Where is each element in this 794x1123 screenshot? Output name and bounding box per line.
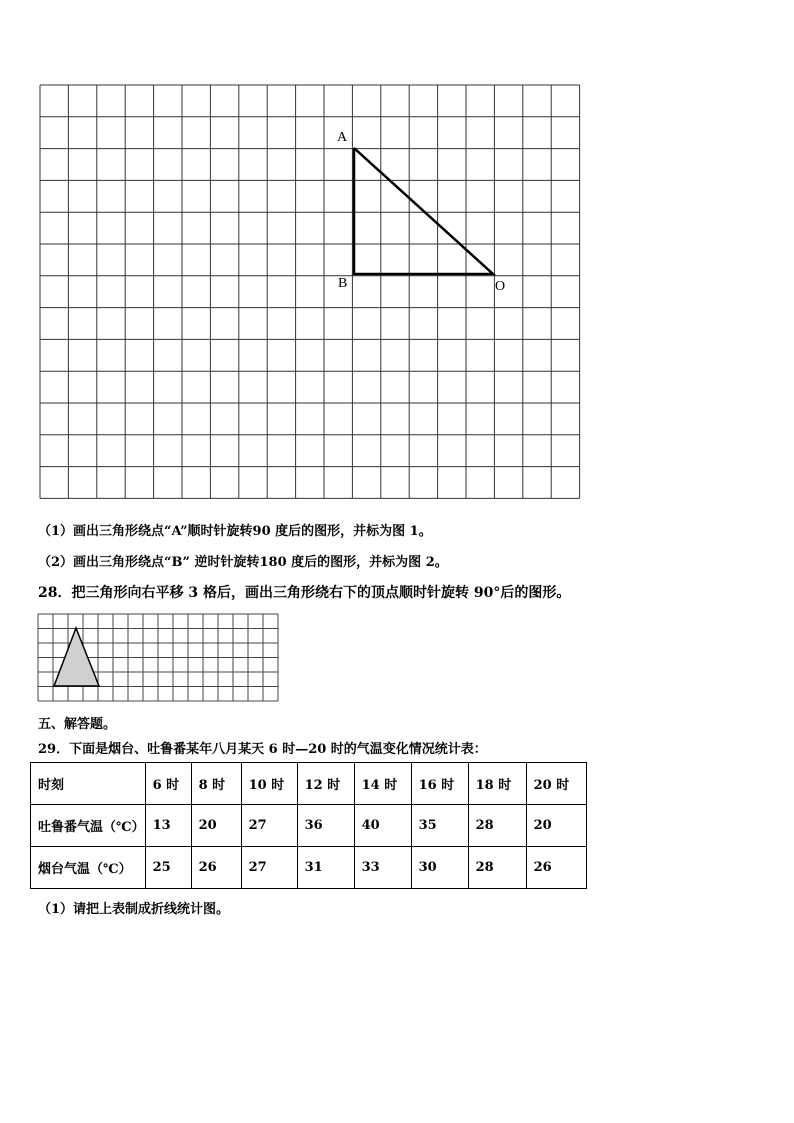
table-cell: 28: [468, 847, 526, 889]
section-heading: 五、解答题。: [38, 717, 117, 732]
table-cell: 吐鲁番气温（℃）: [31, 805, 146, 847]
table-cell: 27: [241, 847, 297, 889]
question-27-1: （1）画出三角形绕点“A”顺时针旋转90 度后的图形，并标为图 1。: [38, 524, 432, 539]
table-cell: 时刻: [31, 763, 146, 805]
table-cell: 14 时: [354, 763, 411, 805]
question-27-2: （2）画出三角形绕点“B” 逆时针旋转180 度后的图形，并标为图 2。: [38, 555, 448, 570]
point-label-a: A: [337, 130, 348, 145]
table-cell: 13: [145, 805, 191, 847]
question-29: 29．下面是烟台、吐鲁番某年八月某天 6 时—20 时的气温变化情况统计表：: [38, 742, 487, 757]
point-label-o: O: [495, 279, 506, 294]
table-cell: 20: [191, 805, 241, 847]
table-cell: 36: [297, 805, 354, 847]
table-cell: 26: [526, 847, 586, 889]
table-cell: 16 时: [411, 763, 468, 805]
table-cell: 30: [411, 847, 468, 889]
table-cell: 31: [297, 847, 354, 889]
table-cell: 25: [145, 847, 191, 889]
table-row: [31, 805, 587, 847]
table-cell: 20: [526, 805, 586, 847]
table-cell: 28: [468, 805, 526, 847]
table-cell: 26: [191, 847, 241, 889]
table-cell: 35: [411, 805, 468, 847]
temperature-table: [30, 762, 587, 889]
triangle-abo: [354, 148, 493, 274]
table-cell: 33: [354, 847, 411, 889]
table-cell: 8 时: [191, 763, 241, 805]
table-cell: 6 时: [145, 763, 191, 805]
table-cell: 20 时: [526, 763, 586, 805]
table-cell: 40: [354, 805, 411, 847]
rotation-grid-figure: [0, 0, 794, 520]
table-cell: 27: [241, 805, 297, 847]
point-label-b: B: [338, 276, 348, 291]
table-row: [31, 847, 587, 889]
translation-grid-figure: [0, 600, 794, 710]
table-cell: 12 时: [297, 763, 354, 805]
table-cell: 18 时: [468, 763, 526, 805]
question-28: 28．把三角形向右平移 3 格后，画出三角形绕右下的顶点顺时针旋转 90°后的图形。: [38, 585, 571, 601]
table-cell: 10 时: [241, 763, 297, 805]
table-header-row: [31, 763, 587, 805]
question-29-1: （1）请把上表制成折线统计图。: [38, 902, 230, 917]
table-cell: 烟台气温（℃）: [31, 847, 146, 889]
